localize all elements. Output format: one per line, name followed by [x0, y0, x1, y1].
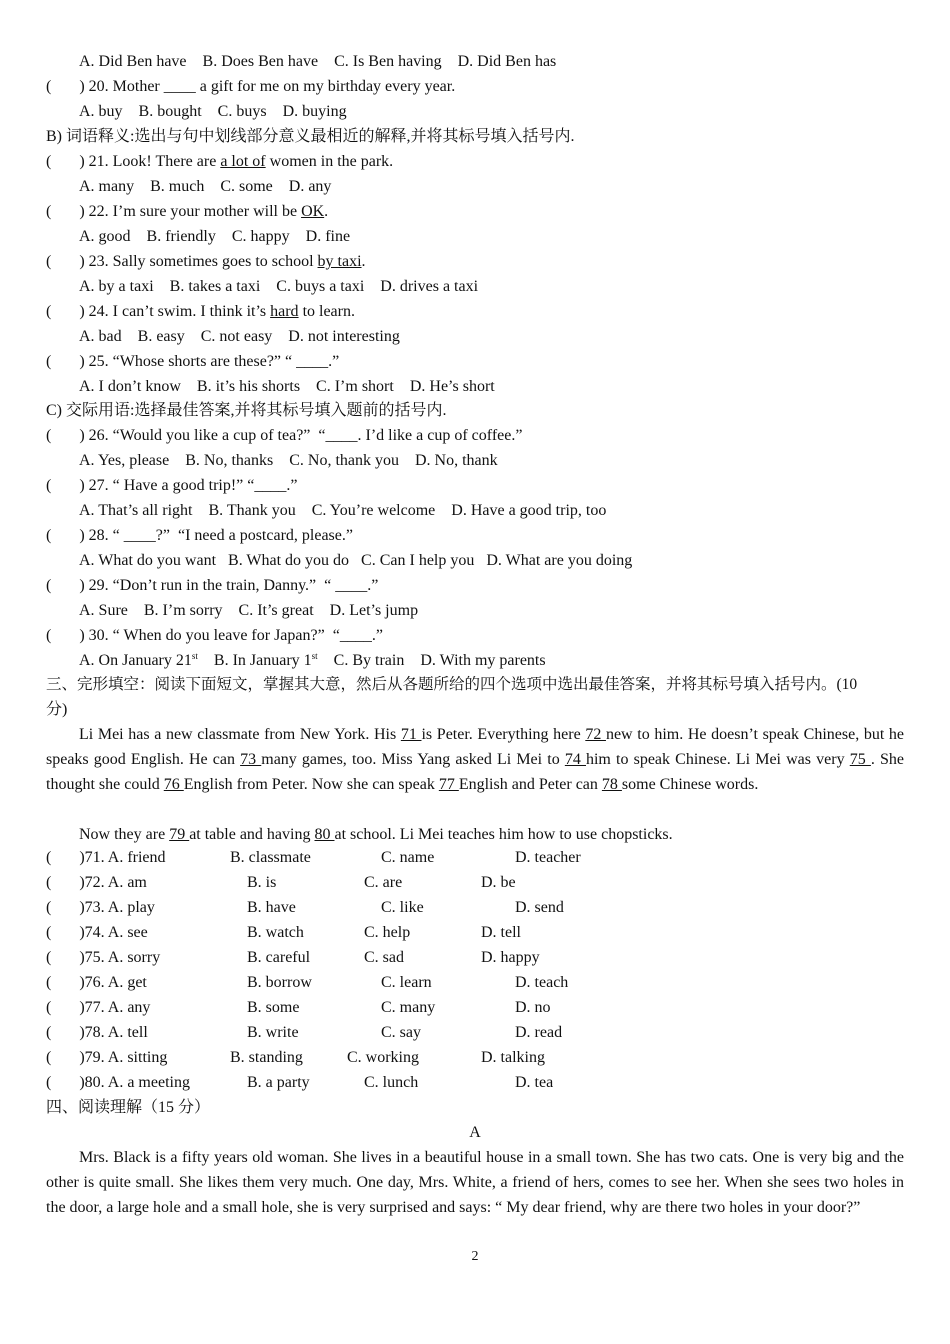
q24-underlined: hard: [270, 303, 299, 320]
cloze-text: many games, too. Miss Yang asked Li Mei to: [261, 751, 565, 768]
q30-opt-cd: C. By train D. With my parents: [317, 652, 546, 669]
q23-options: A. by a taxi B. takes a taxi C. buys a taxi D. drives a taxi: [79, 278, 479, 295]
q22-options: A. good B. friendly C. happy D. fine: [79, 228, 351, 245]
q22-underlined: OK: [301, 203, 325, 220]
q25-stem: ( ) 25. “Whose shorts are these?” “ ____.”: [46, 353, 340, 370]
section-4-title: 四、阅读理解（15 分）: [46, 1099, 211, 1116]
cloze-text: . She thought she could: [46, 751, 905, 793]
cloze-option-a: ( )75. A. sorry: [46, 949, 161, 966]
cloze-option-d: D. read: [515, 1024, 563, 1041]
cloze-option-c: C. are: [364, 874, 403, 891]
cloze-option-a: ( )73. A. play: [46, 899, 155, 916]
q22-text-end: .: [324, 203, 329, 220]
cloze-option-a: ( )71. A. friend: [46, 849, 166, 866]
q24-text: ( ) 24. I can’t swim. I think it’s: [46, 303, 271, 320]
q26-stem: ( ) 26. “Would you like a cup of tea?” “____. I’d like a cup of coffee.”: [46, 427, 523, 444]
q23-underlined: by taxi: [317, 253, 362, 270]
q24-text-end: to learn.: [298, 303, 355, 320]
q21-underlined: a lot of: [220, 153, 266, 170]
cloze-option-b: B. borrow: [247, 974, 312, 991]
q20-stem: ( ) 20. Mother ____ a gift for me on my birthday every year.: [46, 78, 456, 95]
cloze-text: him to speak Chinese. Li Mei was very: [585, 751, 850, 768]
cloze-option-c: C. learn: [381, 974, 432, 991]
cloze-paragraph-1: [46, 722, 904, 797]
q30-sup-a: st: [191, 651, 198, 661]
reading-paragraph: Mrs. Black is a fifty years old woman. She lives in a beautiful house in a small town. She has two cats. One is very big and the other is quite small. She likes them very much. One day, Mrs. White, a friend of hers, comes to see her. When she sees two holes in the door, a large hole and a small hole, she is very surprised and says: “ My dear friend, why are there two holes in your door?”: [46, 1149, 904, 1216]
cloze-text: English from Peter. Now she can speak: [183, 776, 439, 793]
q25-options: A. I don’t know B. it’s his shorts C. I’m short D. He’s short: [79, 378, 495, 395]
cloze-blank: 71: [400, 726, 422, 743]
cloze-option-a: ( )76. A. get: [46, 974, 147, 991]
q30-opt-a: A. On January 21: [79, 652, 192, 669]
cloze-blank: 72: [585, 726, 606, 743]
cloze-text: Now they are: [79, 826, 170, 843]
cloze-option-a: ( )80. A. a meeting: [46, 1074, 190, 1091]
page-number: 2: [471, 1249, 479, 1264]
q22-stem: [46, 202, 328, 222]
cloze-option-c: C. like: [381, 899, 424, 916]
cloze-option-d: D. teach: [515, 974, 569, 991]
cloze-option-b: B. have: [247, 899, 296, 916]
cloze-text: is Peter. Everything here: [421, 726, 586, 743]
cloze-blank: 74: [564, 751, 586, 768]
cloze-option-b: B. is: [247, 874, 277, 891]
q23-text: ( ) 23. Sally sometimes goes to school: [46, 253, 318, 270]
cloze-option-c: C. name: [381, 849, 435, 866]
q26-options: A. Yes, please B. No, thanks C. No, thank you D. No, thank: [79, 452, 498, 469]
cloze-option-c: C. help: [364, 924, 411, 941]
q22-text: ( ) 22. I’m sure your mother will be: [46, 203, 302, 220]
q21-text-end: women in the park.: [265, 153, 394, 170]
cloze-option-c: C. working: [347, 1049, 419, 1066]
q27-options: A. That’s all right B. Thank you C. You’re welcome D. Have a good trip, too: [79, 502, 607, 519]
cloze-blank: 75: [849, 751, 871, 768]
cloze-option-d: D. no: [515, 999, 551, 1016]
cloze-text: English and Peter can: [458, 776, 602, 793]
cloze-option-c: C. lunch: [364, 1074, 419, 1091]
cloze-blank: 78: [601, 776, 622, 793]
q20-options: A. buy B. bought C. buys D. buying: [79, 103, 347, 120]
q30-opt-b: B. In January 1: [197, 652, 312, 669]
q29-stem: ( ) 29. “Don’t run in the train, Danny.” “ ____.”: [46, 577, 379, 594]
cloze-blank: 73: [240, 751, 262, 768]
cloze-option-b: B. a party: [247, 1074, 310, 1091]
cloze-text: new to him. He doesn’t speak Chinese, but he speaks good English. He can: [46, 726, 905, 768]
cloze-option-d: D. send: [515, 899, 564, 916]
cloze-option-c: C. say: [381, 1024, 421, 1041]
q24-options: A. bad B. easy C. not easy D. not interesting: [79, 328, 400, 345]
cloze-option-b: B. write: [247, 1024, 299, 1041]
cloze-text: at table and having: [189, 826, 315, 843]
cloze-text: at school. Li Mei teaches him how to use chopsticks.: [334, 826, 673, 843]
q21-options: A. many B. much C. some D. any: [79, 178, 332, 195]
cloze-paragraph-2: [46, 822, 904, 847]
q23-stem: [46, 252, 366, 272]
cloze-text: some Chinese words.: [621, 776, 759, 793]
cloze-blank: 80: [314, 826, 335, 843]
q30-options: [79, 651, 546, 671]
cloze-option-d: D. tea: [515, 1074, 554, 1091]
cloze-option-b: B. watch: [247, 924, 304, 941]
cloze-option-a: ( )79. A. sitting: [46, 1049, 168, 1066]
q28-stem: ( ) 28. “ ____?” “I need a postcard, please.”: [46, 527, 353, 544]
q24-stem: [46, 302, 355, 322]
q28-options: A. What do you want B. What do you do C. Can I help you D. What are you doing: [79, 552, 633, 569]
cloze-option-b: B. some: [247, 999, 300, 1016]
q19-options: A. Did Ben have B. Does Ben have C. Is Ben having D. Did Ben has: [79, 53, 557, 70]
cloze-option-a: ( )78. A. tell: [46, 1024, 148, 1041]
q21-stem: [46, 152, 393, 172]
section-c-title: C) 交际用语:选择最佳答案,并将其标号填入题前的括号内.: [46, 402, 447, 419]
cloze-text: Li Mei has a new classmate from New York. His: [79, 726, 401, 743]
cloze-option-c: C. sad: [364, 949, 404, 966]
section-b-title: B) 词语释义:选出与句中划线部分意义最相近的解释,并将其标号填入括号内.: [46, 128, 575, 145]
cloze-blank: 76: [163, 776, 184, 793]
cloze-option-d: D. talking: [481, 1049, 545, 1066]
q27-stem: ( ) 27. “ Have a good trip!” “____.”: [46, 477, 298, 494]
q21-text: ( ) 21. Look! There are: [46, 153, 221, 170]
q30-sup-b: st: [311, 651, 318, 661]
section-3-title-cont: 分): [46, 701, 68, 718]
cloze-option-d: D. teacher: [515, 849, 581, 866]
cloze-option-b: B. standing: [230, 1049, 303, 1066]
q30-stem: ( ) 30. “ When do you leave for Japan?” “____.”: [46, 627, 383, 644]
cloze-option-d: D. be: [481, 874, 516, 891]
cloze-blank: 77: [438, 776, 459, 793]
cloze-blank: 79: [169, 826, 190, 843]
cloze-option-b: B. careful: [247, 949, 311, 966]
q23-text-end: .: [361, 253, 366, 270]
section-3-title: 三、完形填空：阅读下面短文，掌握其大意，然后从各题所给的四个选项中选出最佳答案，并将其标号填入括号内。(10: [46, 676, 858, 693]
reading-a-label: A: [469, 1124, 481, 1141]
cloze-option-a: ( )72. A. am: [46, 874, 147, 891]
cloze-option-c: C. many: [381, 999, 436, 1016]
cloze-option-d: D. happy: [481, 949, 540, 966]
cloze-option-b: B. classmate: [230, 849, 311, 866]
cloze-option-a: ( )74. A. see: [46, 924, 148, 941]
cloze-option-a: ( )77. A. any: [46, 999, 151, 1016]
q29-options: A. Sure B. I’m sorry C. It’s great D. Let’s jump: [79, 602, 419, 619]
cloze-option-d: D. tell: [481, 924, 521, 941]
